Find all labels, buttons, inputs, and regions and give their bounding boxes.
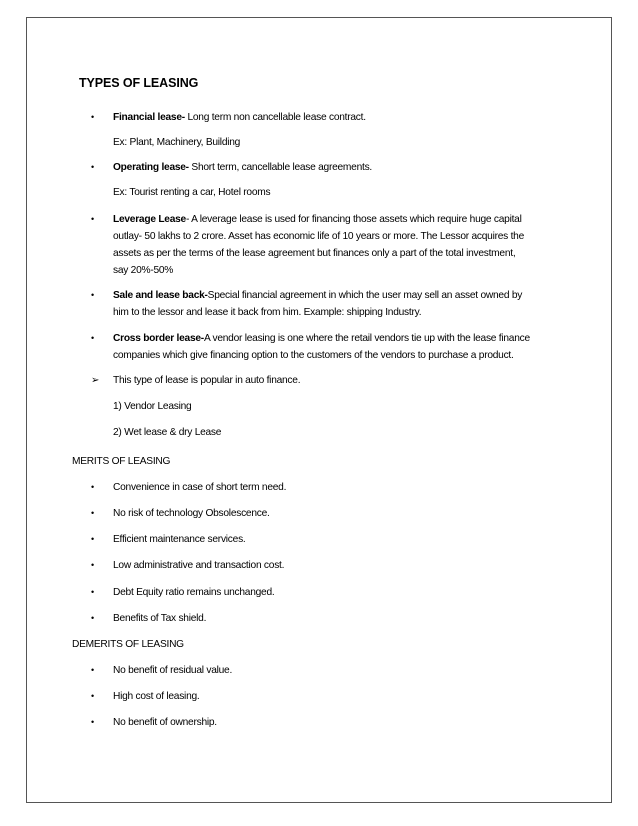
type-item-sale-leaseback (113, 289, 522, 302)
merit-item: Low administrative and transaction cost. (113, 560, 285, 571)
type-term: Operating lease- (113, 162, 189, 173)
arrow-note: This type of lease is popular in auto finance. (113, 375, 301, 386)
type-term: Leverage Lease (113, 214, 186, 225)
bullet-icon: • (91, 717, 95, 727)
type-desc-line: assets as per the terms of the lease agreement but finances only a part of the total investment, (113, 248, 516, 259)
type-desc-line: outlay- 50 lakhs to 2 crore. Asset has economic life of 10 years or more. The Lessor acquires the (113, 231, 525, 242)
bullet-icon: • (91, 508, 95, 518)
bullet-icon: • (91, 214, 95, 224)
type-desc: Short term, cancellable lease agreements. (188, 162, 373, 173)
type-term: Financial lease- (113, 112, 185, 123)
bullet-icon: • (91, 613, 95, 623)
type-term: Sale and lease back- (113, 290, 208, 301)
type-desc: A vendor leasing is one where the retail vendors tie up with the lease finance (203, 333, 530, 344)
bullet-icon: • (91, 112, 95, 122)
type-item-operating (113, 161, 372, 174)
type-item-financial (113, 111, 366, 124)
demerit-item: No benefit of residual value. (113, 665, 233, 676)
type-desc-line: companies which give financing option to the customers of the vendors to purchase a product. (113, 350, 514, 361)
merit-item: Convenience in case of short term need. (113, 482, 287, 493)
bullet-icon: • (91, 162, 95, 172)
type-term: Cross border lease- (113, 333, 204, 344)
bullet-icon: • (91, 587, 95, 597)
bullet-icon: • (91, 691, 95, 701)
document-page (26, 17, 612, 803)
merit-item: Efficient maintenance services. (113, 534, 246, 545)
merit-item: Debt Equity ratio remains unchanged. (113, 587, 275, 598)
bullet-icon: • (91, 333, 95, 343)
bullet-icon: • (91, 290, 95, 300)
bullet-icon: • (91, 560, 95, 570)
type-example-financial: Ex: Plant, Machinery, Building (113, 137, 241, 148)
type-item-cross-border (113, 332, 530, 345)
type-desc: Long term non cancellable lease contract. (184, 112, 366, 123)
type-item-leverage (113, 213, 522, 226)
sub-item-vendor: 1) Vendor Leasing (113, 401, 192, 412)
bullet-icon: • (91, 482, 95, 492)
types-heading: TYPES OF LEASING (79, 76, 199, 90)
arrow-bullet-icon: ➢ (91, 375, 100, 386)
type-desc-line: him to the lessor and lease it back from him. Example: shipping Industry. (113, 307, 422, 318)
bullet-icon: • (91, 665, 95, 675)
demerit-item: No benefit of ownership. (113, 717, 217, 728)
demerits-heading: DEMERITS OF LEASING (72, 639, 184, 650)
bullet-icon: • (91, 534, 95, 544)
merit-item: Benefits of Tax shield. (113, 613, 207, 624)
merit-item: No risk of technology Obsolescence. (113, 508, 270, 519)
type-desc: Special financial agreement in which the user may sell an asset owned by (207, 290, 523, 301)
type-desc-line: say 20%-50% (113, 265, 174, 276)
type-desc: - A leverage lease is used for financing those assets which require huge capital (185, 214, 522, 225)
sub-item-wet-dry: 2) Wet lease & dry Lease (113, 427, 222, 438)
type-example-operating: Ex: Tourist renting a car, Hotel rooms (113, 187, 271, 198)
merits-heading: MERITS OF LEASING (72, 456, 171, 467)
demerit-item: High cost of leasing. (113, 691, 200, 702)
